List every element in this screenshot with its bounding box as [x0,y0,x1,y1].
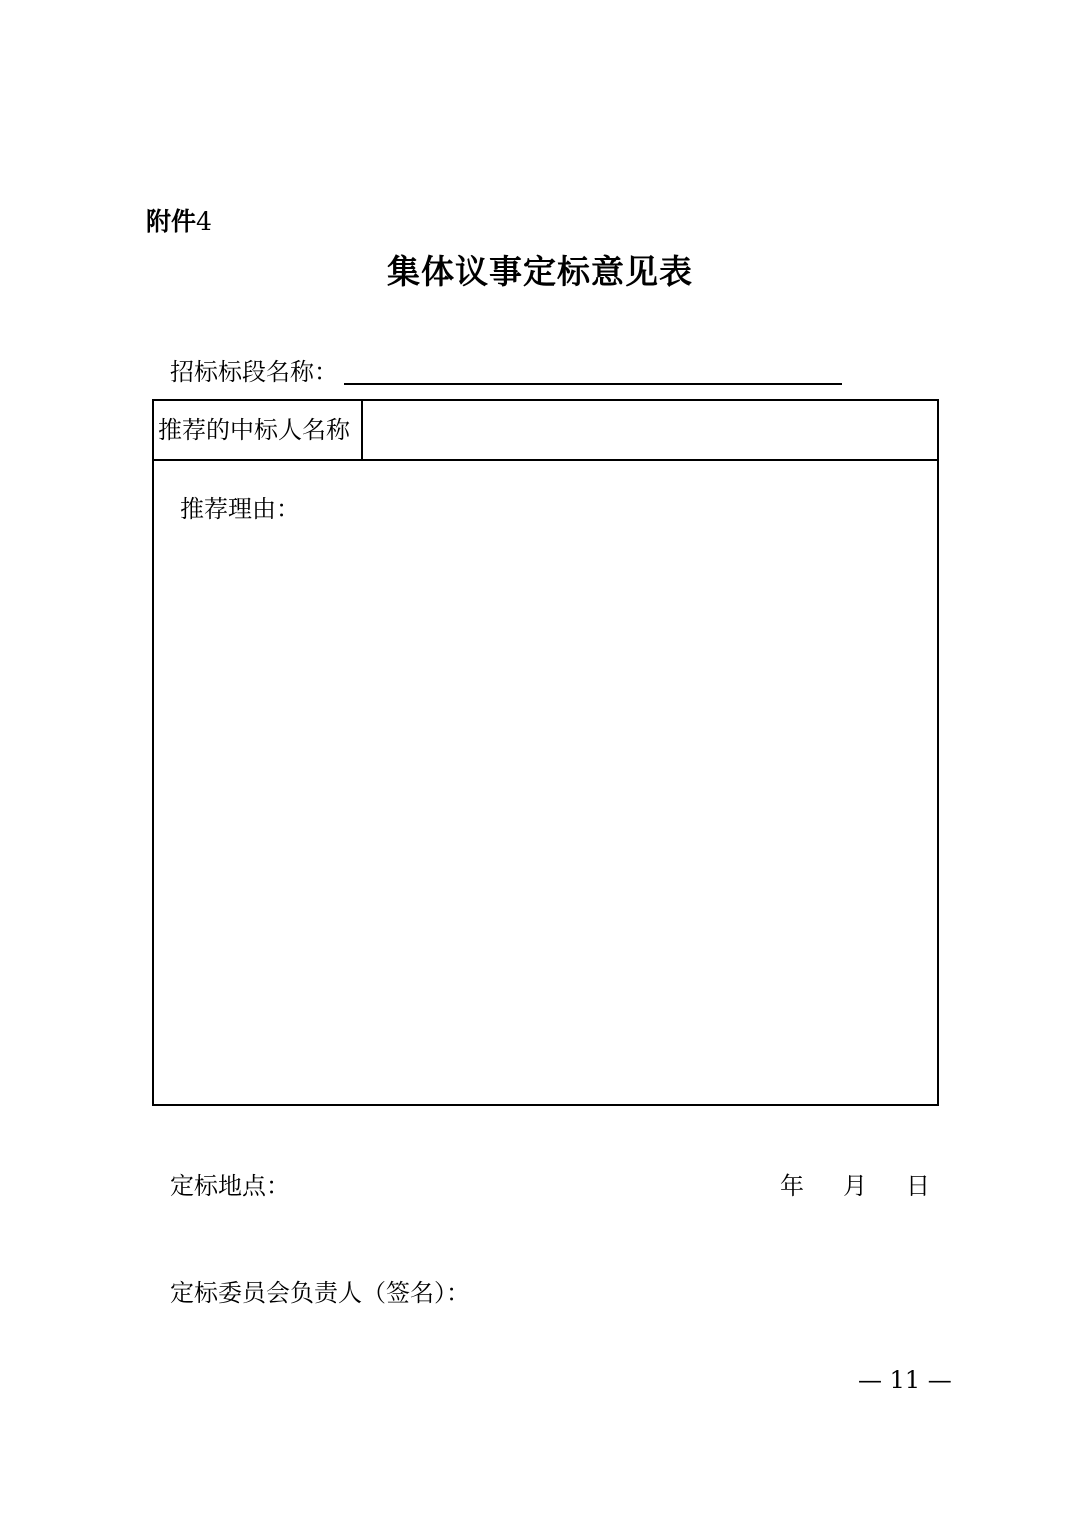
bid-section-input-line[interactable] [344,383,842,385]
committee-signature-label: 定标委员会负责人（签名）： [170,1279,470,1307]
form-title: 集体议事定标意见表 [387,252,693,291]
date-year-label: 年 [780,1172,804,1200]
recommendation-reason-label: 推荐理由： [180,495,300,523]
attachment-number: 4 [196,207,212,236]
recommended-winner-label: 推荐的中标人名称 [158,416,350,444]
date-month-label: 月 [843,1172,867,1200]
table-column-divider [361,399,363,460]
recommended-winner-field[interactable] [365,401,935,459]
page-number: — 11 — [858,1366,952,1394]
bid-section-label: 招标标段名称： [170,358,338,386]
attachment-heading [146,204,212,240]
attachment-label: 附件 [146,207,197,236]
recommendation-reason-field[interactable] [154,530,935,1100]
date-day-label: 日 [906,1172,930,1200]
table-row-divider [152,459,939,461]
bid-place-label: 定标地点： [170,1172,290,1200]
